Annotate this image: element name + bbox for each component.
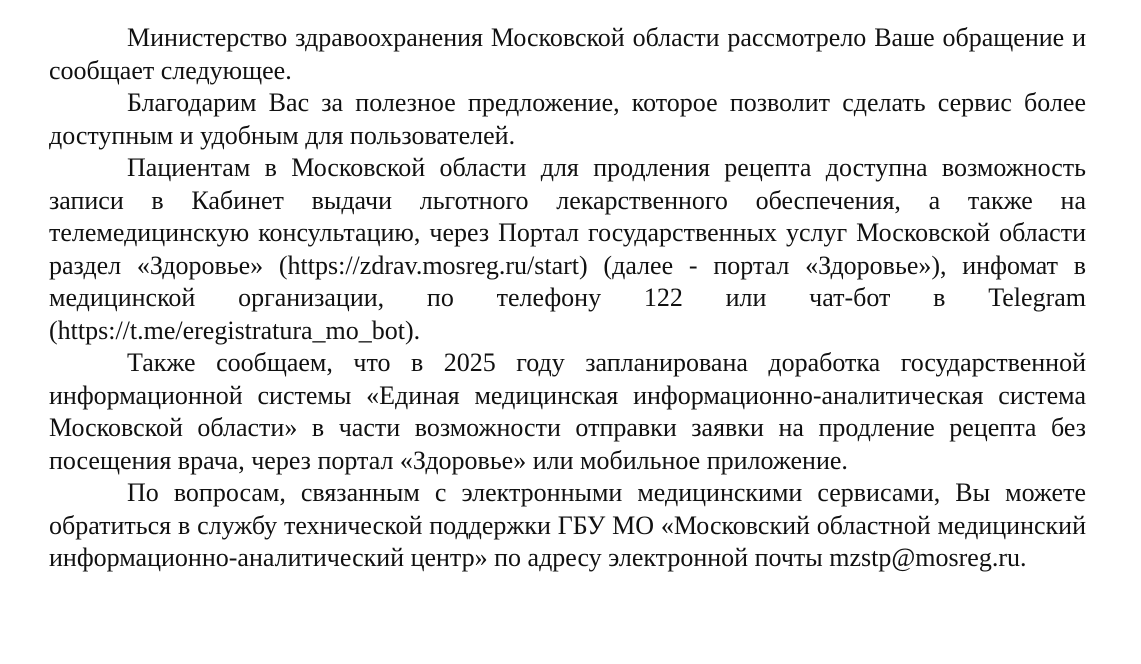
paragraph-thanks: Благодарим Вас за полезное предложение, которое позволит сделать сервис более доступным и удобным для пользователей.	[49, 88, 1086, 150]
paragraph-highlighted-2025-plan: Также сообщаем, что в 2025 году запланирована доработка государственной информационной системы «Единая медицинская информационно-аналитическая система Московской области» в части возможности отправки заявки на продление рецепта без посещения врача, через портал «Здоровье» или мобильное приложение.	[49, 347, 1086, 477]
paragraph-support-contact: По вопросам, связанным с электронными медицинскими сервисами, Вы можете обратиться в службу технической поддержки ГБУ МО «Московский областной медицинский информационно-аналитический центр» по адресу электронной почты mzstp@mosreg.ru.	[49, 478, 1086, 572]
paragraph-intro: Министерство здравоохранения Московской области рассмотрело Ваше обращение и сообщает следующее.	[49, 23, 1086, 85]
letter-body	[49, 22, 1086, 575]
paragraph-prescription-options: Пациентам в Московской области для продления рецепта доступна возможность записи в Кабинет выдачи льготного лекарственного обеспечения, а также на телемедицинскую консультацию, через Портал государственных услуг Московской области раздел «Здоровье» (https://zdrav.mosreg.ru/start) (далее - портал «Здоровье»), инфомат в медицинской организации, по телефону 122 или чат-бот в Telegram (https://t.me/eregistratura_mo_bot).	[49, 153, 1086, 345]
